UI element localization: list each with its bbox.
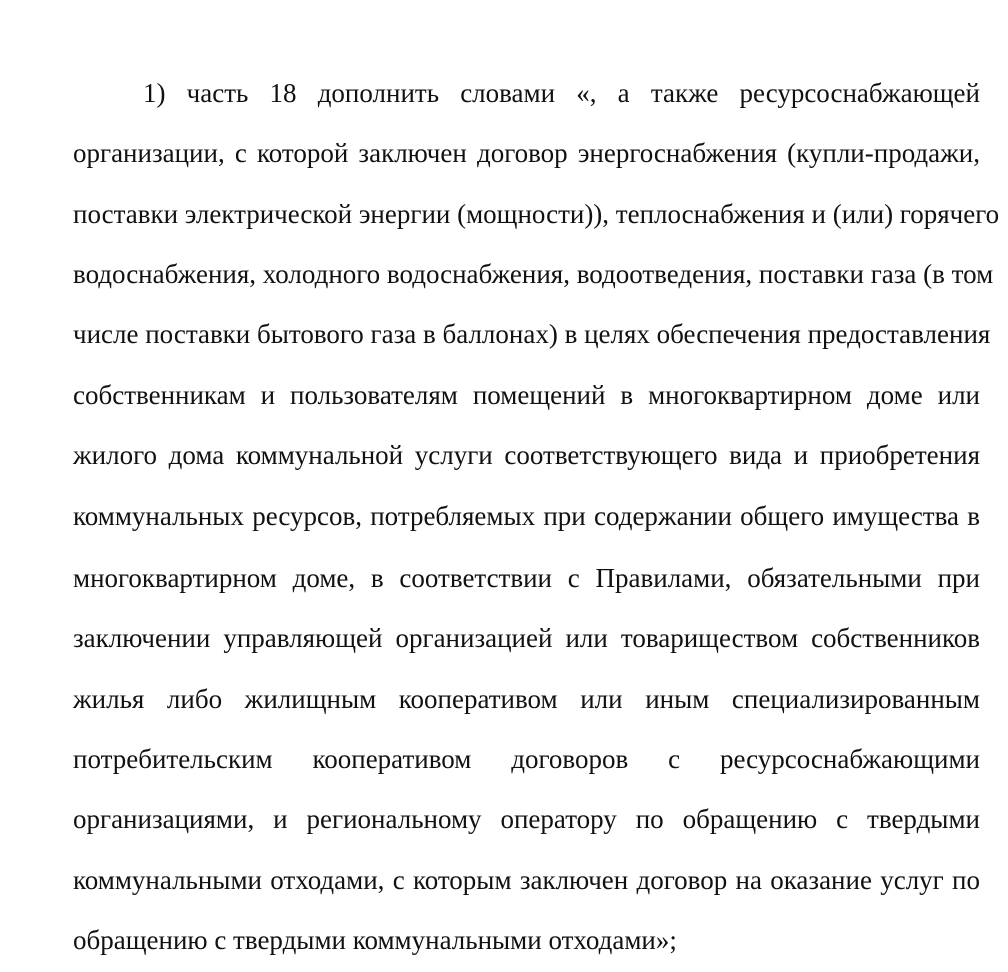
paragraph-line: числе поставки бытового газа в баллонах) в целях обеспечения предоставления <box>73 319 991 349</box>
paragraph-line: 1) часть 18 дополнить словами «, а также ресурсоснабжающей <box>143 78 980 108</box>
paragraph-line: заключении управляющей организацией или товариществом собственников <box>73 623 980 653</box>
paragraph-line: поставки электрической энергии (мощности)), теплоснабжения и (или) горячего <box>73 199 1000 229</box>
paragraph-line: коммунальными отходами, с которым заключен договор на оказание услуг по <box>73 865 980 895</box>
paragraph-line: жилья либо жилищным кооперативом или иным специализированным <box>73 684 980 714</box>
paragraph-line: организациями, и региональному оператору по обращению с твердыми <box>73 804 980 834</box>
paragraph-line: многоквартирном доме, в соответствии с Правилами, обязательными при <box>73 563 980 593</box>
paragraph-line: собственникам и пользователям помещений в многоквартирном доме или <box>73 380 980 410</box>
paragraph-line: обращению с твердыми коммунальными отходами»; <box>73 925 677 955</box>
paragraph-line: водоснабжения, холодного водоснабжения, водоотведения, поставки газа (в том <box>73 259 994 289</box>
paragraph-line: организации, с которой заключен договор энергоснабжения (купли-продажи, <box>73 138 980 168</box>
paragraph-line: потребительским кооперативом договоров с ресурсоснабжающими <box>73 744 980 774</box>
paragraph-line: жилого дома коммунальной услуги соответствующего вида и приобретения <box>73 440 980 470</box>
paragraph-line: коммунальных ресурсов, потребляемых при содержании общего имущества в <box>73 501 980 531</box>
